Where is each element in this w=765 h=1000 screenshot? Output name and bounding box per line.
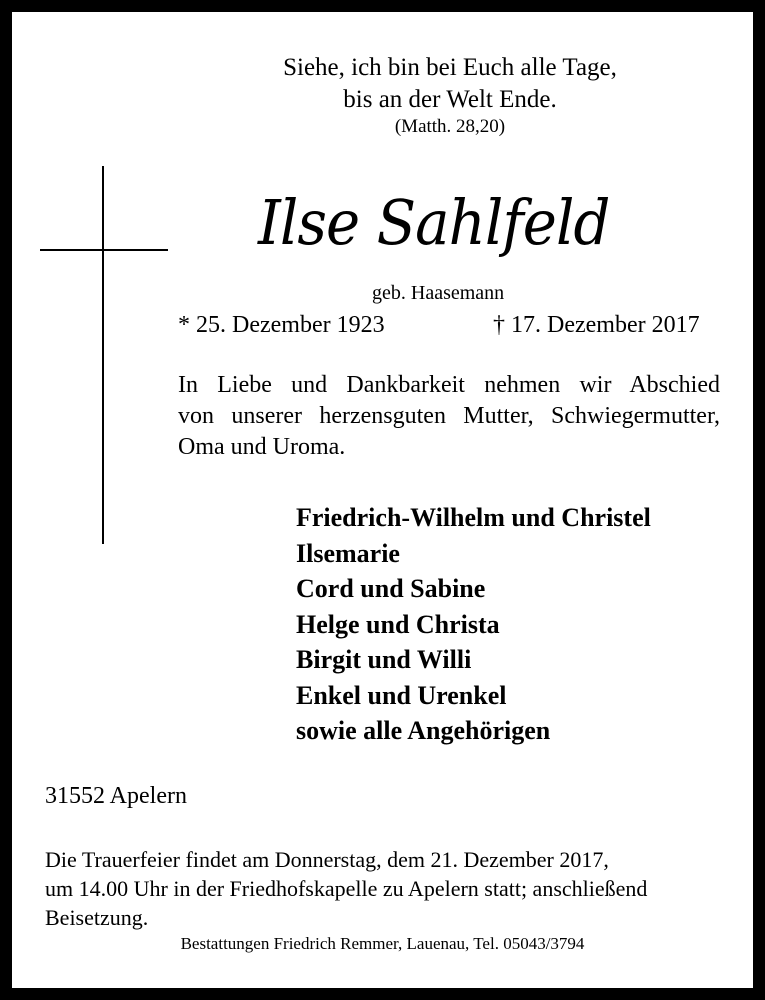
deceased-name: Ilse Sahlfeld xyxy=(258,186,610,259)
mourners-list xyxy=(296,500,651,749)
undertaker-footer: Bestattungen Friedrich Remmer, Lauenau, Tel. 05043/3794 xyxy=(180,934,585,953)
verse-line-1: Siehe, ich bin bei Euch alle Tage, xyxy=(283,54,617,81)
mourner-entry: Birgit und Willi xyxy=(296,645,472,674)
verse-line-2: bis an der Welt Ende. xyxy=(343,86,557,113)
mourner-entry: Cord und Sabine xyxy=(296,574,486,603)
mourner-entry: Helge und Christa xyxy=(296,609,500,639)
place: 31552 Apelern xyxy=(45,783,187,809)
maiden-name: geb. Haasemann xyxy=(372,282,505,304)
funeral-line-3: Beisetzung. xyxy=(45,905,149,930)
mourner-entry: Ilsemarie xyxy=(296,538,400,568)
mourner-entry: Friedrich-Wilhelm und Christel xyxy=(296,503,651,532)
cross-icon-horizontal xyxy=(40,249,168,251)
funeral-info xyxy=(45,845,665,932)
death-date: † 17. Dezember 2017 xyxy=(493,312,700,338)
mourner-entry: sowie alle Angehörigen xyxy=(296,716,551,745)
funeral-line-1: Die Trauerfeier findet am Donnerstag, dem 21. Dezember 2017, xyxy=(45,847,609,872)
cross-icon-vertical xyxy=(102,166,104,544)
birth-date: * 25. Dezember 1923 xyxy=(178,312,385,338)
farewell-line-2: von unserer herzensguten Mutter, Schwiegermutter, xyxy=(178,403,720,429)
funeral-line-2: um 14.00 Uhr in der Friedhofskapelle zu Apelern statt; anschließend xyxy=(45,876,648,901)
verse-citation: (Matth. 28,20) xyxy=(394,116,506,137)
farewell-text xyxy=(178,370,720,463)
farewell-line-1: In Liebe und Dankbarkeit nehmen wir Abschied xyxy=(178,372,720,398)
farewell-line-3: Oma und Uroma. xyxy=(178,434,346,460)
mourner-entry: Enkel und Urenkel xyxy=(296,680,507,710)
